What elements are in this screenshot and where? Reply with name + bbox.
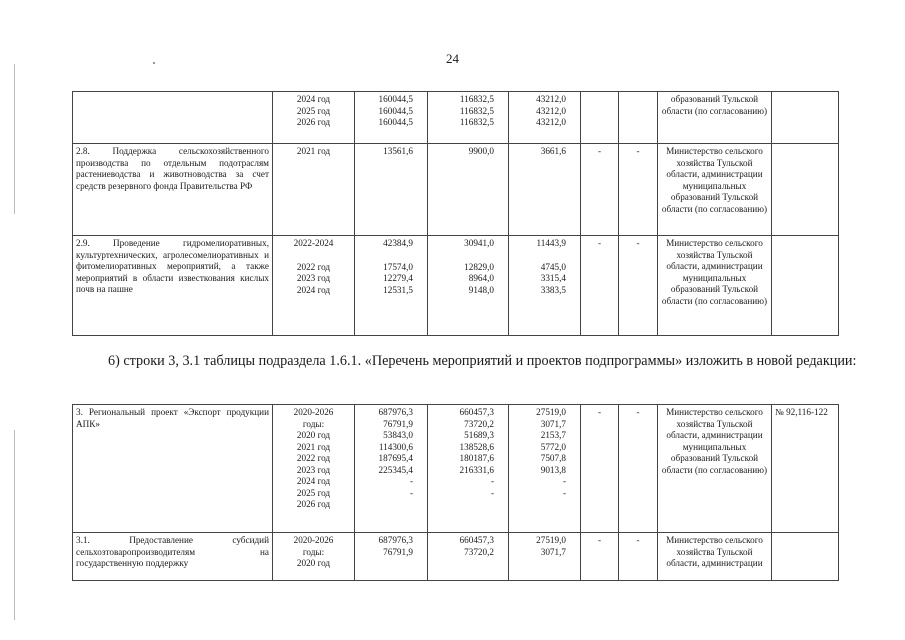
- total-amount-value: 13561,6: [383, 146, 413, 156]
- line-gap: [276, 250, 351, 262]
- federal-amount-value: 73720,2: [464, 546, 494, 557]
- extra-sources-cell: [619, 92, 658, 144]
- extra-sources-cell: -: [619, 144, 658, 236]
- federal-amount-value: 138528,6: [459, 441, 494, 452]
- executor-cell: образований Тульской области (по согласованию): [658, 92, 772, 144]
- year-value: 2021 год: [296, 146, 331, 156]
- federal-amount-value: 8964,0: [468, 273, 494, 283]
- federal-amount-cell: [428, 533, 509, 581]
- scan-margin-line: [14, 430, 15, 620]
- year-cell: [273, 92, 355, 144]
- measure-name-cell: 3.1. Предоставление субсидий сельхозтоваропроизводителям на государственную поддержку: [73, 533, 273, 581]
- federal-amount-value: 30941,0: [464, 238, 494, 248]
- total-amount-value: 160044,5: [378, 105, 413, 116]
- extra-sources-cell: -: [619, 405, 658, 533]
- federal-amount-value: -: [490, 487, 494, 498]
- federal-amount-value: 116832,5: [459, 117, 494, 127]
- measure-name-cell: [73, 92, 273, 144]
- federal-amount-cell: [428, 144, 509, 236]
- regional-amount-value: 27519,0: [536, 535, 566, 545]
- year-value: 2021 год: [296, 441, 331, 452]
- federal-amount-value: 73720,2: [464, 418, 494, 429]
- year-value: 2020 год: [296, 558, 331, 568]
- regional-amount-value: 43212,0: [536, 105, 566, 116]
- federal-amount-cell: [428, 92, 509, 144]
- other-sources-cell: -: [581, 236, 619, 336]
- regional-amount-value: 3071,7: [540, 546, 566, 557]
- federal-amount-value: 180187,6: [459, 453, 494, 463]
- total-amount-value: 12279,4: [383, 273, 413, 283]
- indicator-cell: [772, 236, 839, 336]
- regional-amount-value: 3315,4: [540, 273, 566, 283]
- table-row: [73, 144, 839, 236]
- federal-amount-value: 12829,0: [464, 261, 494, 272]
- total-amount-value: 76791,9: [383, 546, 413, 557]
- regional-amount-cell: [509, 144, 581, 236]
- extra-sources-cell: -: [619, 236, 658, 336]
- total-amount-value: -: [409, 487, 413, 498]
- indicator-cell: [772, 533, 839, 581]
- executor-cell: Министерство сельского хозяйства Тульской области, администрации: [658, 533, 772, 581]
- total-amount-value: 225345,4: [378, 464, 413, 475]
- total-amount-value: 76791,9: [383, 418, 413, 429]
- federal-amount-value: 9148,0: [468, 284, 494, 295]
- regional-amount-value: 5772,0: [540, 441, 566, 452]
- federal-amount-cell: [428, 405, 509, 533]
- year-value: 2024 год: [296, 94, 331, 104]
- regional-amount-cell: [509, 533, 581, 581]
- table-row: [73, 92, 839, 144]
- federal-amount-value: 216331,6: [459, 464, 494, 475]
- federal-amount-value: -: [490, 476, 494, 486]
- regional-amount-value: -: [562, 476, 566, 486]
- regional-amount-value: -: [562, 487, 566, 498]
- regional-amount-value: 27519,0: [536, 407, 566, 417]
- year-cell: [273, 405, 355, 533]
- total-amount-value: 114300,6: [378, 441, 413, 452]
- year-value: 2024 год: [296, 284, 331, 295]
- year-value: 2022 год: [296, 453, 331, 463]
- federal-amount-value: 660457,3: [459, 535, 494, 545]
- line-gap: [431, 250, 494, 262]
- scan-margin-line: [14, 64, 15, 214]
- federal-amount-value: 9900,0: [468, 146, 494, 156]
- year-cell: [273, 533, 355, 581]
- indicator-cell: [772, 144, 839, 236]
- year-value: 2024 год: [296, 476, 331, 486]
- regional-amount-value: 11443,9: [536, 238, 566, 248]
- total-amount-value: 160044,5: [378, 117, 413, 127]
- year-value: 2023 год: [296, 273, 331, 283]
- regional-amount-value: 3383,5: [540, 284, 566, 295]
- year-value: 2022 год: [296, 261, 331, 272]
- federal-amount-value: 116832,5: [459, 105, 494, 116]
- other-sources-cell: -: [581, 405, 619, 533]
- total-amount-cell: [355, 144, 428, 236]
- year-value: годы:: [302, 546, 325, 557]
- regional-amount-cell: [509, 405, 581, 533]
- total-amount-value: 687976,3: [378, 535, 413, 545]
- extra-sources-cell: -: [619, 533, 658, 581]
- regional-amount-value: 43212,0: [536, 117, 566, 127]
- executor-cell: Министерство сельского хозяйства Тульской области, администрации муниципальных образований Тульской области (по согласованию): [658, 236, 772, 336]
- year-value: 2022-2024: [293, 238, 334, 248]
- executor-cell: Министерство сельского хозяйства Тульской области, администрации муниципальных образований Тульской области (по согласованию): [658, 144, 772, 236]
- total-amount-value: -: [409, 476, 413, 486]
- year-cell: [273, 236, 355, 336]
- regional-amount-cell: [509, 236, 581, 336]
- year-value: 2025 год: [296, 105, 331, 116]
- measure-name-cell: 2.8. Поддержка сельскохозяйственного производства по отдельным подотраслям растениеводства и животноводства за счет средств резервного фонда Правительства РФ: [73, 144, 273, 236]
- table-row: [73, 405, 839, 533]
- total-amount-value: 12531,5: [383, 284, 413, 295]
- measure-name-cell: 3. Региональный проект «Экспорт продукции АПК»: [73, 405, 273, 533]
- federal-amount-value: 51689,3: [464, 430, 494, 440]
- other-sources-cell: -: [581, 144, 619, 236]
- regional-amount-value: 7507,8: [540, 453, 566, 463]
- indicator-cell: № 92,116-122: [772, 405, 839, 533]
- federal-amount-value: 116832,5: [459, 94, 494, 104]
- line-gap: [358, 250, 413, 262]
- total-amount-cell: [355, 236, 428, 336]
- indicator-cell: [772, 92, 839, 144]
- total-amount-value: 160044,5: [378, 94, 413, 104]
- total-amount-value: 17574,0: [383, 261, 413, 272]
- other-sources-cell: -: [581, 533, 619, 581]
- regional-amount-cell: [509, 92, 581, 144]
- executor-cell: Министерство сельского хозяйства Тульской области, администрации муниципальных образований Тульской области (по согласованию): [658, 405, 772, 533]
- table-row: [73, 236, 839, 336]
- total-amount-value: 187695,4: [378, 453, 413, 463]
- year-value: 2026 год: [296, 499, 331, 509]
- total-amount-value: 53843,0: [383, 430, 413, 440]
- measure-name-cell: 2.9. Проведение гидромелиоративных, культуртехнических, агролесомелиоративных и фитомелиоративных мероприятий, а также мероприятий в области известкования кислых почв на пашне: [73, 236, 273, 336]
- year-value: 2020-2026: [293, 407, 334, 417]
- year-value: 2020 год: [296, 430, 331, 440]
- regional-amount-value: 3071,7: [540, 418, 566, 429]
- total-amount-cell: [355, 405, 428, 533]
- total-amount-cell: [355, 533, 428, 581]
- year-value: 2026 год: [296, 117, 331, 127]
- year-cell: [273, 144, 355, 236]
- year-value: годы:: [302, 418, 325, 429]
- line-gap: [512, 250, 566, 262]
- year-value: 2023 год: [296, 464, 331, 475]
- year-value: 2025 год: [296, 487, 331, 498]
- year-value: 2020-2026: [293, 535, 334, 545]
- other-sources-cell: [581, 92, 619, 144]
- total-amount-cell: [355, 92, 428, 144]
- table-row: [73, 533, 839, 581]
- regional-amount-value: 2153,7: [540, 430, 566, 440]
- total-amount-value: 42384,9: [383, 238, 413, 248]
- regional-amount-value: 9013,8: [540, 464, 566, 475]
- measures-table-continuation: [72, 91, 839, 336]
- regional-amount-value: 43212,0: [536, 94, 566, 104]
- federal-amount-value: 660457,3: [459, 407, 494, 417]
- amendment-paragraph: 6) строки 3, 3.1 таблицы подраздела 1.6.1. «Перечень мероприятий и проектов подпрограммы» изложить в новой редакции:: [108, 353, 857, 369]
- total-amount-value: 687976,3: [378, 407, 413, 417]
- measures-table-new-edition: [72, 404, 839, 581]
- regional-amount-value: 3661,6: [540, 146, 566, 156]
- regional-amount-value: 4745,0: [540, 261, 566, 272]
- federal-amount-cell: [428, 236, 509, 336]
- page-number: 24: [446, 51, 459, 66]
